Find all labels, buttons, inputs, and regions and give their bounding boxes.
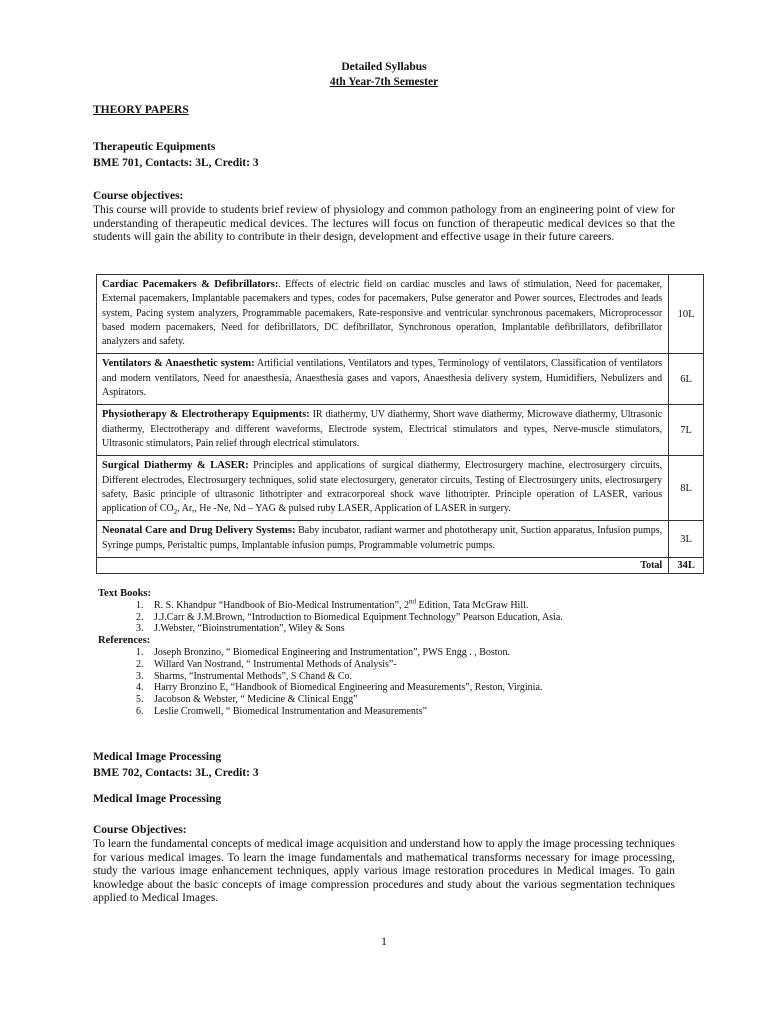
list-item: 2. J.J.Carr & J.M.Brown, “Introduction to Biomedical Equipment Technology” Pearson Education, Asia.	[146, 612, 563, 624]
list-item: 5. Jacobson & Webster, “ Medicine & Clinical Engg”	[146, 694, 563, 706]
textbooks-heading: Text Books:	[98, 588, 151, 599]
course2-objectives	[93, 822, 675, 906]
total-row	[97, 558, 704, 574]
topic-text: Artificial ventilations, Ventilators and types, Terminology of ventilators, Classification of ventilators and modern ventilators, Need for anaesthesia, Anaesthesia gases and vapors, Anaesthesia delivery system, Humidifiers, Nebulizers and Aspirators.	[102, 358, 663, 399]
page-header	[0, 60, 768, 90]
topic-row	[97, 456, 704, 521]
topic-description	[97, 405, 669, 456]
topic-row	[97, 405, 704, 456]
topic-text: IR diathermy, UV diathermy, Short wave diathermy, Microwave diathermy, Ultrasonic diathermy, Electrotherapy and different waveforms, Electrode system, Electrical stimulators and types, Nerve-muscle stimulators, Ultrasonic stimulators, Pain relief through electrical stimulators.	[102, 409, 663, 449]
page-number: 1	[381, 934, 387, 948]
topic-text: Principles and applications of surgical diathermy, Electrosurgery machine, electrosurgery circuits, Different electrodes, Electrosurgery techniques, solid state electosurgery, generator circuits, Testing of Electrosurgery units, electrosurgery safety, Basic principle of ultrasonic lithotripter and extracorporeal shock wave lithotripter. Principle operation of LASER, various application of CO	[102, 460, 663, 515]
course2-objectives-heading: Course Objectives:	[93, 824, 187, 836]
course1-heading	[93, 139, 675, 171]
topic-description	[97, 521, 669, 558]
topic-text: Baby incubator, radiant warmer and phototherapy unit, Suction apparatus, Infusion pumps, Syringe pumps, Peristaltic pumps, Implantable infusion pumps, Programmable volumetric pumps.	[102, 525, 663, 551]
textbooks-list	[98, 597, 563, 635]
topic-row	[97, 275, 704, 354]
topic-description	[97, 275, 669, 354]
topic-title: Neonatal Care and Drug Delivery Systems:	[102, 525, 296, 537]
topic-hours: 8L	[669, 456, 704, 521]
topic-hours: 3L	[669, 521, 704, 558]
list-item: 3. Sharms, “Instrumental Methods”, S Chand & Co.	[146, 671, 563, 683]
topic-hours: 10L	[669, 275, 704, 354]
topic-text-cont: , Ar,, He -Ne, Nd – YAG & pulsed ruby LASER, Application of LASER in surgery.	[177, 503, 511, 515]
total-label: Total	[97, 558, 669, 574]
course2-objectives-text: To learn the fundamental concepts of medical image acquisition and understand how to apply the image processing techniques for various medical images. To learn the image fundamentals and mathematical transforms necessary for image processing, study the various image enhancement techniques, apply various image restoration procedures in Medical images. To gain knowledge about the basic concepts of image compression procedures and study about the various segmentation techniques applied to Medical Images.	[93, 838, 676, 905]
subscript: 2	[173, 508, 178, 517]
topic-text: . Effects of electric field on cardiac muscles and laws of stimulation, Need for pacemaker, External pacemakers, Implantable pacemakers and types, codes for pacemakers, Pulse generator and Power sources, Electrodes and leads system, Pacing system analyzers, Programmable pacemakers, Rate-responsive and ventricular synchronous pacemakers, Microprocessor based modern pacemakers, Need for defibrillators, DC defibrillator, Synchronous operation, Implantable defibrillators, defibrillator analyzers and safety.	[102, 279, 663, 348]
total-hours: 34L	[669, 558, 704, 574]
course2-name: Medical Image Processing	[93, 751, 222, 763]
course1-bibliography	[98, 588, 563, 718]
theory-papers-heading: THEORY PAPERS	[93, 104, 189, 116]
course1-code: BME 701, Contacts: 3L, Credit: 3	[93, 157, 259, 169]
topic-title: Surgical Diathermy & LASER:	[102, 460, 249, 472]
course1-objectives	[93, 188, 675, 245]
list-item: 2. Willard Van Nostrand, “ Instrumental Methods of Analysis”-	[146, 659, 563, 671]
course1-objectives-text: This course will provide to students brief review of physiology and common pathology from an engineering point of view for understanding of therapeutic medical devices. The lectures will focus on function of therapeutic medical devices so that the students will gain the ability to contribute in their design, development and effective usage in their future careers.	[93, 204, 675, 244]
topic-title: Ventilators & Anaesthetic system:	[102, 358, 255, 370]
topic-description	[97, 354, 669, 405]
course2-name-repeat: Medical Image Processing	[93, 793, 222, 805]
topic-row	[97, 354, 704, 405]
list-item: 4. Harry Bronzino E, “Handbook of Biomedical Engineering and Measurements”, Reston, Virginia.	[146, 682, 563, 694]
references-list	[98, 647, 563, 718]
course1-objectives-heading: Course objectives:	[93, 190, 184, 202]
topic-title: Cardiac Pacemakers & Defibrillators:	[102, 279, 279, 290]
list-item: 1. R. S. Khandpur “Handbook of Bio-Medical Instrumentation”, 2nd Edition, Tata McGraw Hill.	[146, 600, 563, 612]
list-item: 6. Leslie Cromwell, “ Biomedical Instrumentation and Measurements”	[146, 706, 563, 718]
course2-code: BME 702, Contacts: 3L, Credit: 3	[93, 767, 259, 779]
course1-name: Therapeutic Equipments	[93, 141, 216, 153]
topic-title: Physiotherapy & Electrotherapy Equipments:	[102, 409, 310, 421]
course2-heading	[93, 749, 675, 781]
references-heading: References:	[98, 635, 151, 647]
course1-topics-table	[96, 274, 704, 574]
list-item: 3. J.Webster, “Bioinstrumentation”, Wiley & Sons	[146, 623, 563, 635]
topic-hours: 6L	[669, 354, 704, 405]
document-title: Detailed Syllabus	[341, 61, 427, 73]
list-item: 1. Joseph Bronzino, “ Biomedical Engineering and Instrumentation”, PWS Engg . , Boston.	[146, 647, 563, 659]
topic-hours: 7L	[669, 405, 704, 456]
topic-row	[97, 521, 704, 558]
document-subtitle: 4th Year-7th Semester	[329, 76, 439, 88]
topic-description	[97, 456, 669, 521]
